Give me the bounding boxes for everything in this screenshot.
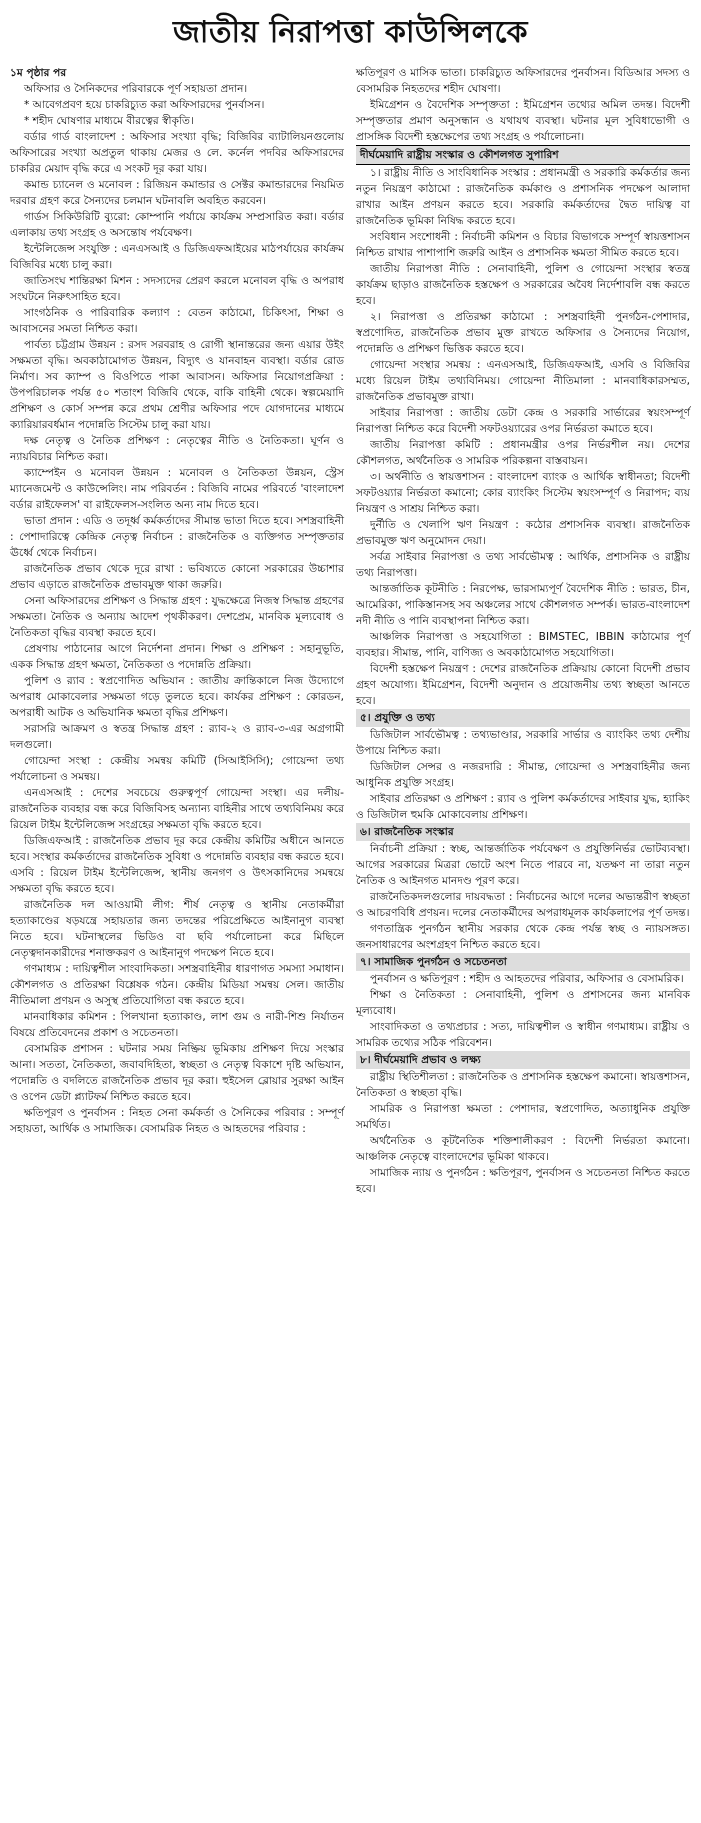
paragraph: বেসামরিক প্রশাসন : ঘটনার সময় নিষ্ক্রিয় ভূমিকায় প্রশিক্ষণ দিয়ে সংস্কার আনা। সততা, নৈতিকতা, জবাবদিহিতা, স্বচ্ছতা ও নেতৃত্ব বিকাশে দৃষ্টি অভিযান, পদোন্নতি ও বদলিতে রাজনৈতিক প্রভাব দূর করা। হুইসেল ব্লোয়ার সুরক্ষা আইন ও ওপেন ডেটা প্ল্যাটফর্ম নিশ্চিত করতে হবে। <box>10 1043 344 1103</box>
paragraph: পার্বত্য চট্টগ্রাম উন্নয়ন : রসদ সরবরাহ ও রোগী স্থানান্তরের জন্য এয়ার উইং সক্ষমতা বৃদ্ধি। অবকাঠামোগত উন্নয়ন, বিদ্যুৎ ও যানবাহন ব্যবস্থা। বর্ডার রোড নির্মাণ। সব ক্যাম্প ও বিওপিতে পাকা আবাসন। অফিসার নিয়োগপ্রক্রিয়া : উপপরিচালক পর্যন্ত ৫০ শতাংশ বিজিবি থেকে, বাকি বাহিনী থেকে। স্বল্পমেয়াদি প্রশিক্ষণ ও কোর্স সম্পন্ন করে প্রথম শ্রেণীর অফিসার পদে যোগদানের মাধ্যমে ক্যারিয়ারবর্ধমান পদোন্নতি সিস্টেম চালু করা যায়। <box>10 339 344 431</box>
paragraph: সাংগঠনিক ও পারিবারিক কল্যাণ : বেতন কাঠামো, চিকিৎসা, শিক্ষা ও আবাসনের সমতা নিশ্চিত করা। <box>10 307 344 335</box>
paragraph: দক্ষ নেতৃত্ব ও নৈতিক প্রশিক্ষণ : নেতৃত্বের নীতি ও নৈতিকতা। ঘূর্ণন ও ন্যায়বিচার নিশ্চিত করা। <box>10 435 344 463</box>
paragraph: সাংবাদিকতা ও তথ্যপ্রচার : সত্য, দায়িত্বশীল ও স্বাধীন গণমাধ্যম। রাষ্ট্রীয় ও সামরিক তথ্যের সঠিক পরিবেশন। <box>356 1021 690 1049</box>
paragraph: ডিজিটাল সার্বভৌমত্ব : তথ্যভাণ্ডার, সরকারি সার্ভার ও ব্যাংকিং তথ্য দেশীয় উপায়ে নিশ্চিত করা। <box>356 729 690 757</box>
paragraph: জাতিসংঘ শান্তিরক্ষা মিশন : সদস্যদের প্রেরণ করলে মনোবল বৃদ্ধি ও অপরাধ সংঘটনে নিরুৎসাহিত হবে। <box>10 275 344 303</box>
paragraph: * শহীদ ঘোষণার মাধ্যমে বীরত্বের স্বীকৃতি। <box>24 115 194 127</box>
paragraph: জাতীয় নিরাপত্তা নীতি : সেনাবাহিনী, পুলিশ ও গোয়েন্দা সংস্থার স্বতন্ত্র কার্যক্রম ছাড়াও রাজনৈতিক হস্তক্ষেপ ও সরকারের অবৈধ নির্দেশাবলি বন্ধ করতে হবে। <box>356 263 690 307</box>
paragraph: আঞ্চলিক নিরাপত্তা ও সহযোগিতা : BIMSTEC, IBBIN কাঠামোর পূর্ণ ব্যবহার। সীমান্ত, পানি, বাণিজ্য ও অবকাঠামোগত সহযোগিতা। <box>356 631 690 659</box>
paragraph: পুনর্বাসন ও ক্ষতিপূরণ : শহীদ ও আহতদের পরিবার, অফিসার ও বেসামরিক। <box>370 973 684 985</box>
paragraph: মানবাধিকার কমিশন : পিলখানা হত্যাকাণ্ড, লাশ গুম ও নারী-শিশু নির্যাতন বিষয়ে প্রতিবেদনের প্রকাশ ও সচেতনতা। <box>10 1011 344 1039</box>
paragraph: সামরিক ও নিরাপত্তা ক্ষমতা : পেশাদার, স্বপ্রণোদিত, অত্যাধুনিক প্রযুক্তি সমর্থিত। <box>356 1103 690 1131</box>
paragraph: সামাজিক ন্যায় ও পুনর্গঠন : ক্ষতিপূরণ, পুনর্বাসন ও সচেতনতা নিশ্চিত করতে হবে। <box>356 1167 690 1195</box>
paragraph: ৩। অর্থনীতি ও স্বায়ত্তশাসন : বাংলাদেশ ব্যাংক ও আর্থিক স্বাধীনতা; বিদেশী সফটওয়্যার নির্ভরতা কমানো; কোর ব্যাংকিং সিস্টেম স্বয়ংসম্পূর্ণ ও নিরাপদ; ব্যয় নিয়ন্ত্রণ ও সাশ্রয় নিশ্চিত করা। <box>356 471 690 515</box>
paragraph: দুর্নীতি ও খেলাপি ঋণ নিয়ন্ত্রণ : কঠোর প্রশাসনিক ব্যবস্থা। রাজনৈতিক প্রভাবমুক্ত ঋণ অনুমোদন দেয়া। <box>356 519 690 547</box>
continuation-note: ১ম পৃষ্ঠার পর <box>10 67 67 79</box>
paragraph: সংবিধান সংশোধনী : নির্বাচনী কমিশন ও বিচার বিভাগকে সম্পূর্ণ স্বায়ত্তশাসন নিশ্চিত রাখার পাশাপাশি জরুরি আইন ও প্রশাসনিক ক্ষমতা সীমিত করতে হবে। <box>356 231 690 259</box>
paragraph: গণমাধ্যম : দায়িত্বশীল সাংবাদিকতা। সশস্ত্রবাহিনীর ধারণাগত সমস্যা সমাধান। কৌশলগত ও প্রতিরক্ষা বিশ্লেষক গঠন। কেন্দ্রীয় মিডিয়া সমন্বয় সেল। জাতীয় নীতিমালা প্রণয়ন ও অসুস্থ প্রতিযোগিতা বন্ধ করতে হবে। <box>10 963 344 1007</box>
paragraph: পুলিশ ও র‌্যাব : স্বপ্রণোদিত অভিযান : জাতীয় ক্রান্তিকালে নিজ উদ্যোগে অপরাধ মোকাবেলার সক্ষমতা গড়ে তুলতে হবে। কার্যকর প্রশিক্ষণ : কোরডন, অপরাধী আটক ও অভিযানিক ক্ষমতা বৃদ্ধির প্রশিক্ষণ। <box>10 675 344 719</box>
paragraph: সর্বত্র সাইবার নিরাপত্তা ও তথ্য সার্বভৌমত্ব : আর্থিক, প্রশাসনিক ও রাষ্ট্রীয় তথ্য নিরাপত্তা। <box>356 551 690 579</box>
paragraph: শিক্ষা ও নৈতিকতা : সেনাবাহিনী, পুলিশ ও প্রশাসনের জন্য মানবিক মূল্যবোধ। <box>356 989 690 1017</box>
left-column <box>10 65 344 1197</box>
headline: জাতীয় নিরাপত্তা কাউন্সিলকে <box>172 15 529 50</box>
paragraph: রাজনৈতিক দল আওয়ামী লীগ: শীর্ষ নেতৃত্ব ও স্থানীয় নেতাকর্মীরা হত্যাকাণ্ডের ষড়যন্ত্রে সহায়তার জন্য তদন্তের পরিপ্রেক্ষিতে আইনানুগ ব্যবস্থা নিতে হবে। ঘটনাস্থলের ভিডিও বা ছবি পর্যালোচনা করে মিছিলে নেতৃত্বদানকারীদের শনাক্তকরণ ও আইনানুগ পদক্ষেপ নিতে হবে। <box>10 899 344 959</box>
section-heading: ৬। রাজনৈতিক সংস্কার <box>356 823 690 841</box>
paragraph: অফিসার ও সৈনিকদের পরিবারকে পূর্ণ সহায়তা প্রদান। <box>24 83 248 95</box>
paragraph: ইন্টেলিজেন্স সংযুক্তি : এনএসআই ও ডিজিএফআইয়ের মাঠপর্যায়ের কার্যক্রম বিজিবির মধ্যে চালু করা। <box>10 243 344 271</box>
paragraph: গার্ডস সিকিউরিটি ব্যুরো: কোম্পানি পর্যায়ে কার্যক্রম সম্প্রসারিত করা। বর্ডার এলাকায় তথ্য সংগ্রহ ও অসন্তোষ পর্যবেক্ষণ। <box>10 211 344 239</box>
paragraph: রাজনৈতিকদলগুলোর দায়বদ্ধতা : নির্বাচনের আগে দলের অভ্যন্তরীণ স্বচ্ছতা ও আচরণবিধি প্রণয়ন। দলের নেতাকর্মীদের অপরাধমূলক কার্যকলাপের পূর্ণ তদন্ত। <box>356 891 690 919</box>
paragraph: ডিজিটাল সেন্সর ও নজরদারি : সীমান্ত, গোয়েন্দা ও সশস্ত্রবাহিনীর জন্য আধুনিক প্রযুক্তি সংগ্রহ। <box>356 761 690 789</box>
paragraph: রাষ্ট্রীয় স্থিতিশীলতা : রাজনৈতিক ও প্রশাসনিক হস্তক্ষেপ কমানো। স্বায়ত্তশাসন, নৈতিকতা ও স্বচ্ছতা বৃদ্ধি। <box>356 1071 690 1099</box>
right-column <box>356 65 690 1197</box>
paragraph: রাজনৈতিক প্রভাব থেকে দূরে রাখা : ভবিষ্যতে কোনো সরকারের উচ্চাশার প্রভাব এড়াতে রাজনৈতিক প্রভাবমুক্ত থাকা জরুরি। <box>10 563 344 591</box>
paragraph: ক্ষতিপূরণ ও পুনর্বাসন : নিহত সেনা কর্মকর্তা ও সৈনিকের পরিবার : সম্পূর্ণ সহায়তা, আর্থিক ও সামাজিক। বেসামরিক নিহত ও আহতদের পরিবার : <box>10 1107 344 1135</box>
paragraph: কমান্ড চ্যানেল ও মনোবল : রিজিয়ন কমান্ডার ও সেক্টর কমান্ডারদের নিয়মিত দরবার গ্রহণ করে সৈন্যদের চলমান ঘটনাবলি অবহিত করবেন। <box>10 179 344 207</box>
paragraph: নির্বাচনী প্রক্রিয়া : স্বচ্ছ, আন্তর্জাতিক পর্যবেক্ষণ ও প্রযুক্তিনির্ভর ভোটব্যবস্থা। আগের সরকারের মিত্ররা ভোটে অংশ নিতে পারবে না, যতক্ষণ না তারা নতুন নৈতিক ও আইনগত মানদণ্ড পূরণ করে। <box>356 843 690 887</box>
section-heading: ৫। প্রযুক্তি ও তথ্য <box>356 709 690 727</box>
paragraph: গোয়েন্দা সংস্থা : কেন্দ্রীয় সমন্বয় কমিটি (সিআইসিসি); গোয়েন্দা তথ্য পর্যালোচনা ও সমন্বয়। <box>10 755 344 783</box>
paragraph: ভাতা প্রদান : এডি ও তদূর্ধ্ব কর্মকর্তাদের সীমান্ত ভাতা দিতে হবে। সশস্ত্রবাহিনী : পেশাদারিত্বে কেন্দ্রিক নেতৃত্ব নির্বাচন : রাজনৈতিক ও ব্যক্তিগত সম্পৃক্ততার ঊর্ধ্বে থেকে নির্বাচন। <box>10 515 344 559</box>
paragraph: জাতীয় নিরাপত্তা কমিটি : প্রধানমন্ত্রীর ওপর নির্ভরশীল নয়। দেশের কৌশলগত, অর্থনৈতিক ও সামরিক পরিকল্পনা বাস্তবায়ন। <box>356 439 690 467</box>
paragraph: ক্যাম্পেইন ও মনোবল উন্নয়ন : মনোবল ও নৈতিকতা উন্নয়ন, স্ট্রেস ম্যানেজমেন্ট ও কাউন্সেলিং। নাম পরিবর্তন : বিজিবি নামের পরিবর্তে 'বাংলাদেশ বর্ডার রাইফেলস' বা রাইফেলস-সংলিত অন্য নাম দিতে হবে। <box>10 467 344 511</box>
section-heading: দীর্ঘমেয়াদি রাষ্ট্রীয় সংস্কার ও কৌশলগত সুপারিশ <box>356 145 690 165</box>
paragraph: * আবেগপ্রবণ হয়ে চাকরিচ্যুত করা অফিসারদের পুনর্বাসন। <box>24 99 265 111</box>
paragraph: ২। নিরাপত্তা ও প্রতিরক্ষা কাঠামো : সশস্ত্রবাহিনী পুনর্গঠন-পেশাদার, স্বপ্রণোদিত, রাজনৈতিক প্রভাব মুক্ত রাখতে অফিসার ও সৈন্যদের নিয়োগ, পদোন্নতি ও প্রশিক্ষণ ভিত্তিক করতে হবে। <box>356 311 690 355</box>
paragraph: সরাসরি আক্রমণ ও স্বতন্ত্র সিদ্ধান্ত গ্রহণ : র‌্যাব-২ ও র‌্যাব-৩-এর অগ্রগামী দলগুলো। <box>10 723 344 751</box>
section-heading: ৮। দীর্ঘমেয়াদি প্রভাব ও লক্ষ্য <box>356 1051 690 1069</box>
paragraph: ডিজিএফআই : রাজনৈতিক প্রভাব দূর করে কেন্দ্রীয় কমিটির অধীনে আনতে হবে। সংস্থার কর্মকর্তাদের রাজনৈতিক সুবিধা ও পদোন্নতি ব্যবহার বন্ধ করতে হবে। এসবি : রিয়েল টাইম ইন্টেলিজেন্স, স্থানীয় জনগণ ও উৎসকানিদের সমন্বয়ে সক্ষমতা বৃদ্ধি করতে হবে। <box>10 835 344 895</box>
paragraph: সেনা অফিসারদের প্রশিক্ষণ ও সিদ্ধান্ত গ্রহণ : যুদ্ধক্ষেত্রে নিজস্ব সিদ্ধান্ত গ্রহণের সক্ষমতা। নৈতিক ও অন্যায় আদেশ পৃথকীকরণ। দেশপ্রেম, মানবিক মূল্যবোধ ও নৈতিকতা বৃদ্ধির ব্যবস্থা করতে হবে। <box>10 595 344 639</box>
paragraph: বর্ডার গার্ড বাংলাদেশ : অফিসার সংখ্যা বৃদ্ধি; বিজিবির ব্যাটালিয়নগুলোয় অফিসারের সংখ্যা অপ্রতুল থাকায় মেজর ও লে. কর্নেল পদবির অফিসারদের চাকরির মেয়াদ বৃদ্ধি করে এ সংকট দূর করা যায়। <box>10 131 344 175</box>
section-heading: ৭। সামাজিক পুনর্গঠন ও সচেতনতা <box>356 953 690 971</box>
paragraph: বিদেশী হস্তক্ষেপ নিয়ন্ত্রণ : দেশের রাজনৈতিক প্রক্রিয়ায় কোনো বিদেশী প্রভাব গ্রহণ অযোগ্য। ইমিগ্রেশন, বিদেশী অনুদান ও প্রয়োজনীয় তথ্য স্বচ্ছতা আনতে হবে। <box>356 663 690 707</box>
article-columns <box>10 65 691 1197</box>
paragraph: অর্থনৈতিক ও কূটনৈতিক শক্তিশালীকরণ : বিদেশী নির্ভরতা কমানো। আঞ্চলিক নেতৃত্বে বাংলাদেশের ভূমিকা থাকবে। <box>356 1135 690 1163</box>
paragraph: সাইবার প্রতিরক্ষা ও প্রশিক্ষণ : র‌্যাব ও পুলিশ কর্মকর্তাদের সাইবার যুদ্ধ, হ্যাকিং ও ডিজিটাল হুমকি মোকাবেলায় প্রশিক্ষণ। <box>356 793 690 821</box>
paragraph: আন্তর্জাতিক কূটনীতি : নিরপেক্ষ, ভারসাম্যপূর্ণ বৈদেশিক নীতি : ভারত, চীন, আমেরিকা, পাকিস্তানসহ সব অঞ্চলের সাথে কৌশলগত সম্পর্ক। ভারত-বাংলাদেশ নদী নীতি ও পানি ব্যবস্থাপনা নিশ্চিত করা। <box>356 583 690 627</box>
paragraph: গণতান্ত্রিক পুনর্গঠন স্থানীয় সরকার থেকে কেন্দ্র পর্যন্ত স্বচ্ছ ও ন্যায়সঙ্গত। জনসাধারণের অংশগ্রহণ নিশ্চিত করতে হবে। <box>356 923 690 951</box>
paragraph: ইমিগ্রেশন ও বৈদেশিক সম্পৃক্ততা : ইমিগ্রেশন তথ্যের অমিল তদন্ত। বিদেশী সম্পৃক্ততার প্রমাণ অনুসন্ধান ও যথাযথ ব্যবস্থা। ঘটনার মূল সুবিধাভোগী ও প্রাসঙ্গিক বিদেশী হস্তক্ষেপের তথ্য সংগ্রহ ও পর্যালোচনা। <box>356 99 690 143</box>
paragraph: সাইবার নিরাপত্তা : জাতীয় ডেটা কেন্দ্র ও সরকারি সার্ভারের স্বয়ংসম্পূর্ণ নিরাপত্তা নিশ্চিত করে বিদেশী সফটওয়্যারের ওপর নির্ভরতা কমাতে হবে। <box>356 407 690 435</box>
paragraph: গোয়েন্দা সংস্থার সমন্বয় : এনএসআই, ডিজিএফআই, এসবি ও বিজিবির মধ্যে রিয়েল টাইম তথ্যবিনিময়। গোয়েন্দা নীতিমালা : মানবাধিকারসম্মত, রাজনৈতিক প্রভাবমুক্ত রাখা। <box>356 359 690 403</box>
paragraph: ক্ষতিপূরণ ও মাসিক ভাতা। চাকরিচ্যুত অফিসারদের পুনর্বাসন। বিডিআর সদস্য ও বেসামরিক নিহতদের শহীদ ঘোষণা। <box>356 67 690 95</box>
paragraph: এনএসআই : দেশের সবচেয়ে গুরুত্বপূর্ণ গোয়েন্দা সংস্থা। এর দলীয়-রাজনৈতিক ব্যবহার বন্ধ করে বিজিবিসহ অন্যান্য বাহিনীর সাথে তথ্যবিনিময় করে রিয়েল টাইম ইন্টেলিজেন্স সংগ্রহের সক্ষমতা বৃদ্ধি করতে হবে। <box>10 787 344 831</box>
paragraph: প্রেষণায় পাঠানোর আগে নির্দেশনা প্রদান। শিক্ষা ও প্রশিক্ষণ : সহানুভূতি, একক সিদ্ধান্ত গ্রহণ ক্ষমতা, নৈতিকতা ও পদোন্নতি প্রক্রিয়া। <box>10 643 344 671</box>
paragraph: ১। রাষ্ট্রীয় নীতি ও সাংবিধানিক সংস্কার : প্রধানমন্ত্রী ও সরকারি কর্মকর্তার জন্য নতুন নিয়ন্ত্রণ কাঠামো : রাজনৈতিক কর্মকাণ্ড ও প্রশাসনিক পদক্ষেপ আলাদা রাখার আইন প্রণয়ন করতে হবে। সরকারি কর্মকর্তাদের দ্বৈত দায়িত্ব বা রাজনৈতিক ভূমিকা নিষিদ্ধ করতে হবে। <box>356 167 690 227</box>
